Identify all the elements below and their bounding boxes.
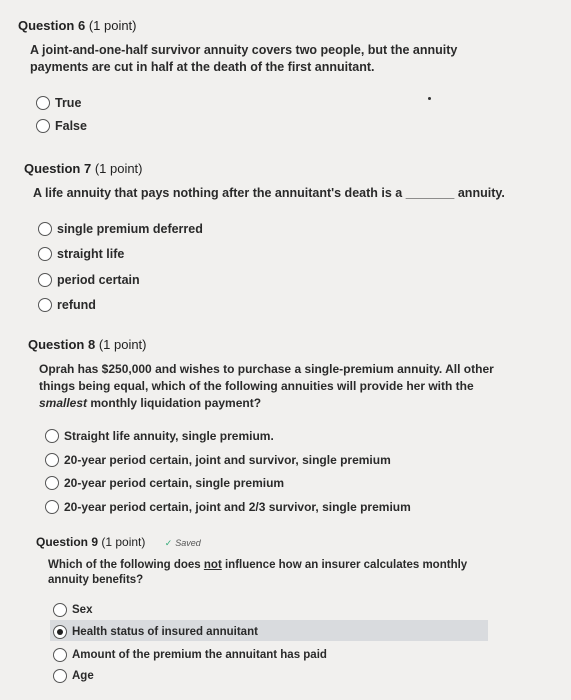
question-7-text-before: A life annuity that pays nothing after the annuitant's death is a <box>33 186 403 200</box>
question-7-option-4[interactable] <box>38 298 96 312</box>
cursor-dot <box>428 97 431 100</box>
question-6-points: (1 point) <box>88 18 137 33</box>
question-7-option-1[interactable] <box>38 222 203 236</box>
question-7-option-3[interactable] <box>38 273 140 287</box>
question-8-text-end: monthly liquidation payment? <box>90 396 262 410</box>
question-8-text <box>39 361 509 412</box>
option-label: single premium deferred <box>57 222 203 236</box>
question-9-option-1[interactable] <box>53 603 92 617</box>
question-6-option-true[interactable] <box>36 96 81 110</box>
question-7-text-after: annuity. <box>457 186 505 200</box>
option-label: Age <box>72 670 94 682</box>
question-9-text <box>48 558 508 588</box>
question-7-number: Question 7 <box>24 161 92 176</box>
question-7-text <box>33 185 524 202</box>
question-9-points: (1 point) <box>101 535 146 549</box>
question-8-emphasis: smallest <box>39 396 88 410</box>
check-icon: ✓ <box>164 538 173 548</box>
radio-button[interactable] <box>36 96 50 110</box>
question-9-number: Question 9 <box>36 535 99 549</box>
radio-button-selected[interactable] <box>53 625 67 639</box>
option-label: straight life <box>57 247 125 261</box>
question-8-number: Question 8 <box>28 337 96 352</box>
radio-button[interactable] <box>36 119 50 133</box>
option-label: Straight life annuity, single premium. <box>64 429 274 443</box>
question-9 <box>36 535 516 588</box>
radio-button[interactable] <box>38 273 52 287</box>
option-label: period certain <box>57 273 140 287</box>
question-6 <box>18 18 518 76</box>
radio-button[interactable] <box>53 669 67 683</box>
radio-button[interactable] <box>53 648 67 662</box>
question-8 <box>28 337 518 412</box>
radio-button[interactable] <box>38 222 52 236</box>
question-6-number: Question 6 <box>18 18 86 33</box>
saved-indicator <box>165 538 201 548</box>
radio-button[interactable] <box>53 603 67 617</box>
question-8-option-1[interactable] <box>45 429 274 443</box>
radio-button[interactable] <box>38 247 52 261</box>
option-label: False <box>55 119 87 133</box>
radio-button[interactable] <box>45 476 59 490</box>
question-7-option-2[interactable] <box>38 247 124 261</box>
question-9-option-3[interactable] <box>53 648 327 662</box>
option-label: refund <box>57 298 96 312</box>
question-9-option-4[interactable] <box>53 669 94 683</box>
question-9-option-2[interactable] <box>53 625 258 639</box>
question-8-option-2[interactable] <box>45 453 391 467</box>
question-9-underline: not <box>203 559 222 571</box>
option-label: Sex <box>72 604 93 616</box>
question-8-option-3[interactable] <box>45 476 284 490</box>
option-label: True <box>55 96 82 110</box>
question-8-option-4[interactable] <box>45 500 411 514</box>
question-7-header <box>24 161 524 176</box>
radio-button[interactable] <box>45 429 59 443</box>
option-label: Health status of insured annuitant <box>72 626 258 638</box>
question-9-text-b: influence how an insurer calculates monthly annuity benefits? <box>48 559 468 586</box>
question-7-blank: _______ <box>405 186 455 200</box>
question-6-text: A joint-and-one-half survivor annuity covers two people, but the annuity payments are cut in half at the death of the first annuitant. <box>30 43 458 74</box>
radio-button[interactable] <box>45 453 59 467</box>
question-6-option-false[interactable] <box>36 119 87 133</box>
question-9-text-a: Which of the following does <box>48 559 201 571</box>
radio-button[interactable] <box>45 500 59 514</box>
option-label: Amount of the premium the annuitant has paid <box>72 649 327 661</box>
question-8-points: (1 point) <box>98 337 147 352</box>
option-label: 20-year period certain, joint and survivor, single premium <box>64 453 391 467</box>
question-8-text-main: Oprah has $250,000 and wishes to purchase a single-premium annuity. All other things being equal, which of the following annuities will provide her with the <box>39 362 494 393</box>
question-7 <box>24 161 524 202</box>
question-7-points: (1 point) <box>94 161 143 176</box>
saved-label: Saved <box>175 538 201 548</box>
radio-button[interactable] <box>38 298 52 312</box>
option-label: 20-year period certain, single premium <box>64 476 285 490</box>
question-9-header <box>36 535 516 549</box>
question-8-header <box>28 337 518 352</box>
option-label: 20-year period certain, joint and 2/3 survivor, single premium <box>64 500 411 514</box>
question-6-header <box>18 18 518 33</box>
